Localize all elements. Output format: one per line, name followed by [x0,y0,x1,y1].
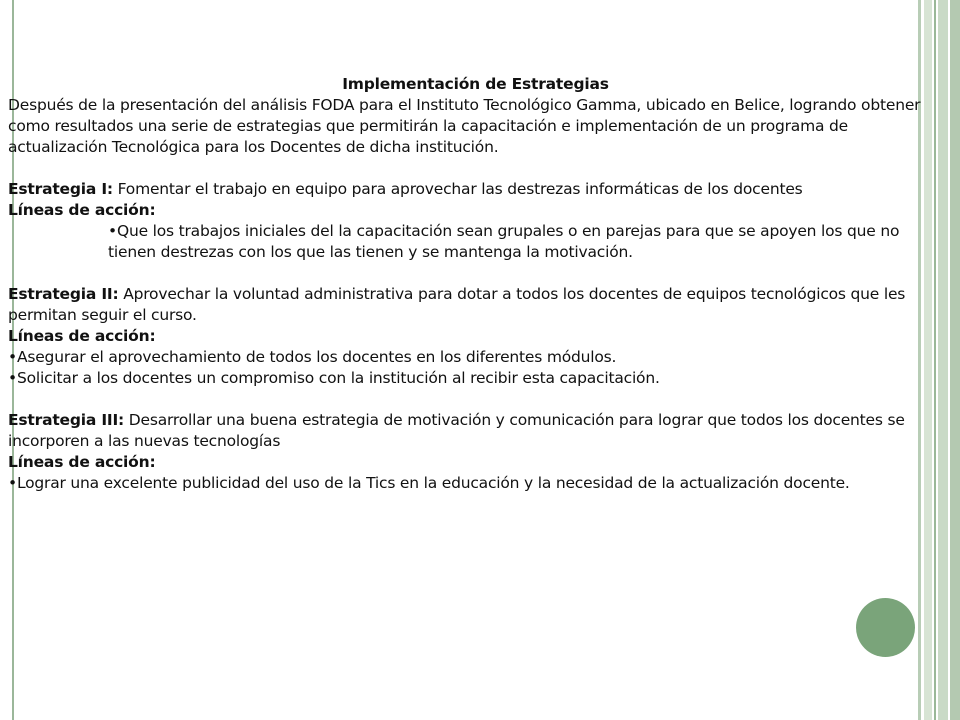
strategy-text: Desarrollar una buena estrategia de motivación y comunicación para lograr que todos los docentes se incorporen a las nuevas tecnologías [8,411,905,450]
right-frame-stripe [950,0,960,720]
actions-label: Líneas de acción: [8,201,156,219]
actions-label: Líneas de acción: [8,327,156,345]
slide-content [8,74,943,494]
intro-paragraph: Después de la presentación del análisis FODA para el Instituto Tecnológico Gamma, ubicado en Belice, logrando obtener como resultados una serie de estrategias que permitirán la capacitación e implementación de un programa de actualización Tecnológica para los Docentes de dicha institución. [8,96,921,156]
strategy-text: Aprovechar la voluntad administrativa para dotar a todos los docentes de equipos tecnológicos que les permitan seguir el curso. [8,285,906,324]
action-item: •Asegurar el aprovechamiento de todos los docentes en los diferentes módulos. [8,348,617,366]
strategy-2 [8,284,943,326]
strategy-text: Fomentar el trabajo en equipo para aprovechar las destrezas informáticas de los docentes [117,180,803,198]
slide-title: Implementación de Estrategias [342,75,609,93]
action-item: •Lograr una excelente publicidad del uso de la Tics en la educación y la necesidad de la actualización docente. [8,474,850,492]
strategy-label: Estrategia I: [8,180,113,198]
strategy-3 [8,410,943,452]
strategy-1 [8,179,943,200]
decorative-circle [856,598,915,657]
actions-label: Líneas de acción: [8,453,156,471]
action-item: •Solicitar a los docentes un compromiso con la institución al recibir esta capacitación. [8,369,660,387]
strategy-label: Estrategia II: [8,285,119,303]
action-item: •Que los trabajos iniciales del la capacitación sean grupales o en parejas para que se apoyen los que no tienen destrezas con los que las tienen y se mantenga la motivación. [108,222,900,261]
strategy-label: Estrategia III: [8,411,125,429]
